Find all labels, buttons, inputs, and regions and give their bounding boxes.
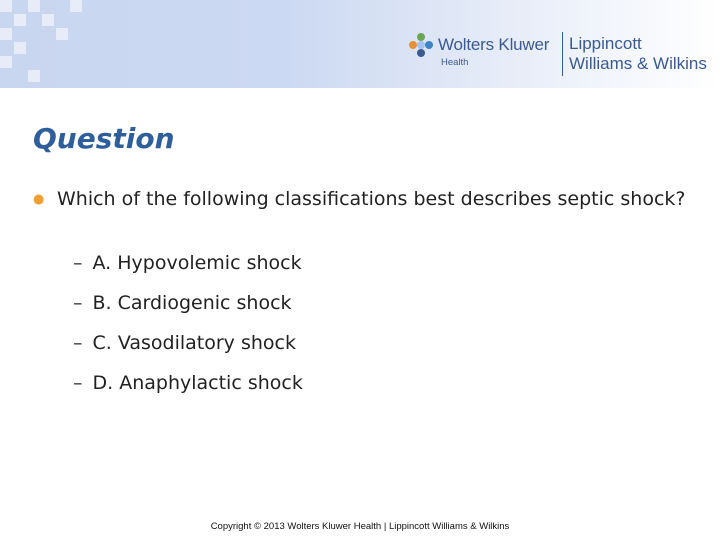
question-bullet (33, 188, 708, 211)
question-text: Which of the following classifications best describes septic shock? (57, 188, 686, 210)
lippincott-line1: Lippincott (569, 34, 642, 53)
dash-icon: – (73, 292, 83, 314)
decor-tile (0, 56, 12, 68)
answer-options (73, 252, 303, 412)
decor-tile (28, 70, 40, 82)
decor-tile (0, 28, 12, 40)
logo-divider (562, 32, 563, 76)
wolters-kluwer-globe-icon (408, 32, 434, 58)
decor-tile (42, 14, 54, 26)
copyright-footer: Copyright © 2013 Wolters Kluwer Health | Lippincott Williams & Wilkins (210, 521, 510, 532)
dash-icon: – (73, 332, 83, 354)
dash-icon: – (73, 372, 83, 394)
slide-title: Question (33, 122, 175, 155)
option-label: B. Cardiogenic shock (92, 292, 292, 314)
answer-option-a (73, 252, 303, 292)
option-label: C. Vasodilatory shock (92, 332, 296, 354)
lippincott-logo (569, 34, 707, 74)
dash-icon: – (73, 252, 83, 274)
option-label: A. Hypovolemic shock (92, 252, 302, 274)
wolters-kluwer-health: Health (441, 57, 469, 68)
option-label: D. Anaphylactic shock (92, 372, 303, 394)
wolters-kluwer-logo (408, 30, 558, 70)
bullet-icon: ● (33, 192, 45, 207)
answer-option-d (73, 372, 303, 412)
decor-tile (14, 42, 26, 54)
decor-tile (14, 14, 26, 26)
lippincott-line2: Williams & Wilkins (569, 54, 707, 73)
decor-tile (28, 0, 40, 12)
decor-tile (56, 28, 68, 40)
answer-option-c (73, 332, 303, 372)
wolters-kluwer-name: Wolters Kluwer (438, 35, 550, 54)
answer-option-b (73, 292, 303, 332)
decor-tile (0, 0, 12, 12)
decor-tile (70, 0, 82, 12)
